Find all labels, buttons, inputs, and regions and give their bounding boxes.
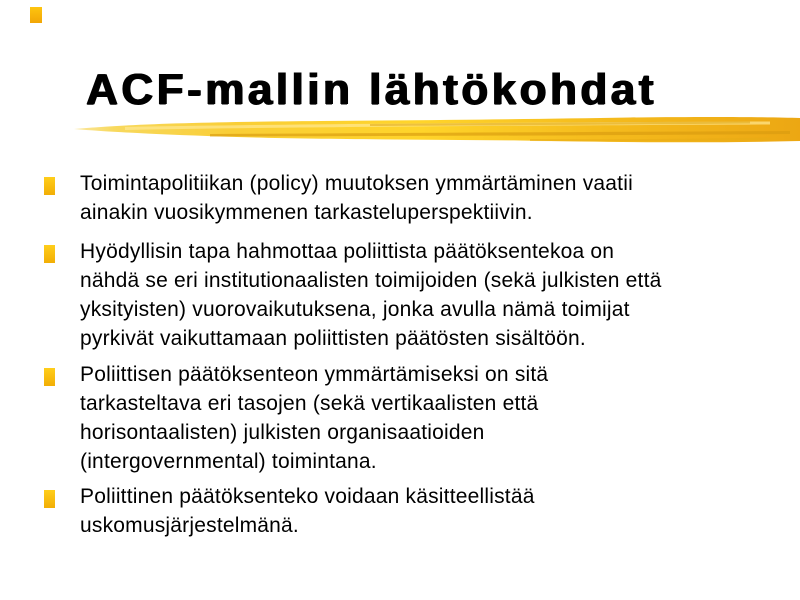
bullet-text-line: Poliittisen päätöksenteon ymmärtämiseksi on sitä [80, 363, 549, 386]
bullet-text-line: (intergovernmental) toimintana. [80, 450, 377, 473]
bullet-text-line: nähdä se eri institutionaalisten toimijoiden (sekä julkisten että [80, 269, 662, 292]
bullet-text-line: ainakin vuosikymmenen tarkasteluperspektiivin. [80, 201, 533, 224]
gold-square-icon [30, 7, 42, 23]
bullet-text-line: tarkasteltava eri tasojen (sekä vertikaalisten että [80, 392, 539, 415]
bullet-text-line: Poliittinen päätöksenteko voidaan käsitteellistää [80, 485, 535, 508]
bullet-text-line: pyrkivät vaikuttamaan poliittisten päätösten sisältöön. [80, 327, 586, 350]
slide-title: ACF-mallin lähtökohdat [86, 65, 657, 114]
square-bullet-icon [44, 368, 55, 386]
square-bullet-icon [44, 490, 55, 508]
bullet-text-line: Toimintapolitiikan (policy) muutoksen ymmärtäminen vaatii [80, 172, 633, 195]
bullet-text-line: yksityisten) vuorovaikutuksena, jonka avulla nämä toimijat [80, 298, 630, 321]
square-bullet-icon [44, 177, 55, 195]
square-bullet-icon [44, 245, 55, 263]
bullet-item [80, 360, 548, 476]
bullet-text-line: uskomusjärjestelmänä. [80, 514, 299, 537]
bullet-item [80, 169, 633, 227]
brush-stroke-underline-icon [70, 110, 800, 148]
bullet-item [80, 482, 535, 540]
bullet-text-line: horisontaalisten) julkisten organisaatioiden [80, 421, 485, 444]
bullet-text-line: Hyödyllisin tapa hahmottaa poliittista päätöksentekoa on [80, 240, 615, 263]
bullet-item [80, 237, 662, 353]
